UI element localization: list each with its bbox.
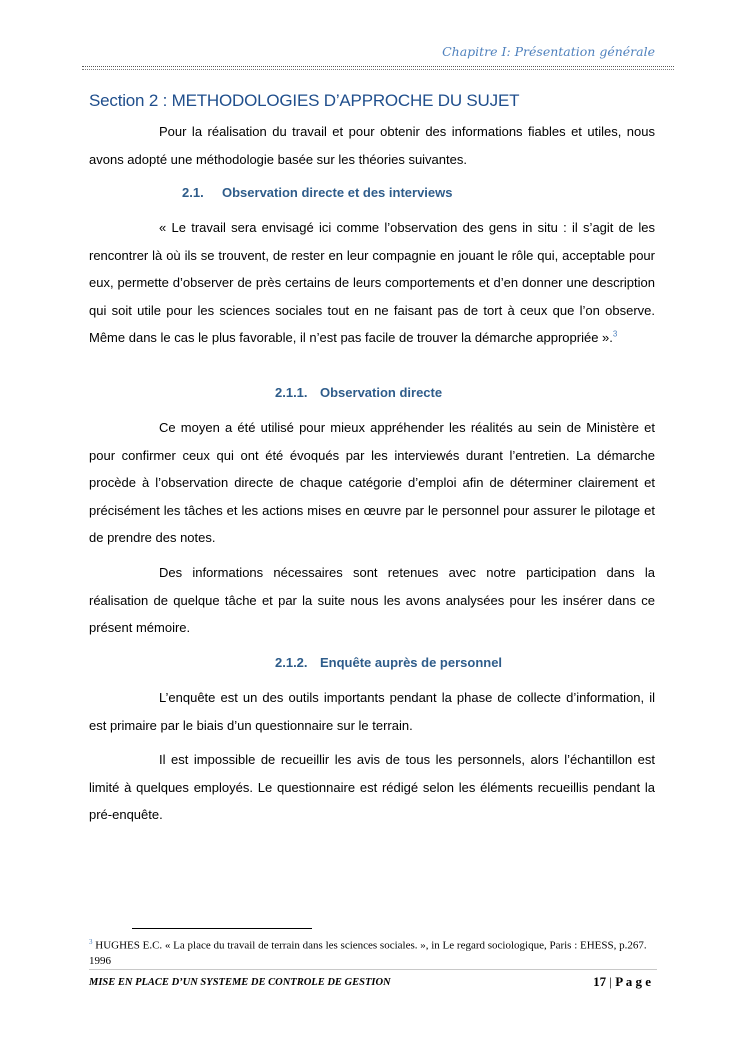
- footer-divider: [89, 969, 657, 970]
- heading-title: Enquête auprès de personnel: [320, 655, 503, 670]
- header-divider: [82, 66, 674, 67]
- footnote-reference[interactable]: 3: [612, 329, 618, 339]
- page-label: P a g e: [615, 974, 651, 989]
- observation-paragraph-1: Ce moyen a été utilisé pour mieux appréhender les réalités au sein de Ministère et pour confirmer ceux qui ont été évoqués par les interviewés durant l’entretien. La démarche procède à l’observation directe de chaque catégorie d’emploi afin de déterminer clairement et précisément les tâches et les actions mises en œuvre par le personnel pour assurer le pilotage et de prendre des notes.: [89, 420, 655, 545]
- observation-paragraph-2: Des informations nécessaires sont retenues avec notre participation dans la réalisation de quelque tâche et par la suite nous les avons analysées pour les insérer dans ce présent mémoire.: [89, 565, 655, 635]
- footer-document-title: MISE EN PLACE D’UN SYSTEME DE CONTROLE DE GESTION: [89, 977, 391, 988]
- quote-text: « Le travail sera envisagé ici comme l’observation des gens in situ : il s’agit de les rencontrer là où ils se trouvent, de rester en leur compagnie en jouant le rôle qui, acceptable pour eux, permette d’observer de près certains de leurs comportements et d’en donner une description qui soit utile pour les sciences sociales tout en ne faisant pas de tort à ceux que l’on observe. Même dans le cas le plus favorable, il n’est pas facile de trouver la démarche appropriée ».: [89, 220, 655, 345]
- page-separator: |: [609, 974, 612, 989]
- chapter-header: Chapitre I: Présentation générale: [442, 44, 655, 59]
- heading-title: Observation directe et des interviews: [222, 185, 453, 200]
- footnote-number: 3: [89, 938, 93, 946]
- heading-2-1: [182, 185, 452, 200]
- page-number: [593, 974, 651, 990]
- section-title: Section 2 : METHODOLOGIES D’APPROCHE DU SUJET: [89, 91, 520, 110]
- heading-number: 2.1.2.: [275, 655, 308, 670]
- quote-paragraph: [89, 214, 655, 352]
- heading-2-1-1: [275, 385, 442, 400]
- heading-number: 2.1.1.: [275, 385, 308, 400]
- page-number-value: 17: [593, 974, 607, 989]
- footnote-text: HUGHES E.C. « La place du travail de terrain dans les sciences sociales. », in Le regard sociologique, Paris : EHESS, p.267. 1996: [89, 939, 647, 967]
- heading-title: Observation directe: [320, 385, 443, 400]
- footnote: [89, 935, 655, 969]
- survey-paragraph-2: Il est impossible de recueillir les avis de tous les personnels, alors l’échantillon est limité à quelques employés. Le questionnaire est rédigé selon les éléments recueillis pendant la pré-enquête.: [89, 752, 655, 822]
- footnote-separator: [132, 928, 312, 929]
- heading-number: 2.1.: [182, 185, 204, 200]
- heading-2-1-2: [275, 655, 502, 670]
- intro-paragraph: Pour la réalisation du travail et pour obtenir des informations fiables et utiles, nous avons adopté une méthodologie basée sur les théories suivantes.: [89, 124, 655, 167]
- header-divider-secondary: [82, 69, 674, 70]
- survey-paragraph-1: L’enquête est un des outils importants pendant la phase de collecte d’information, il est primaire par le biais d’un questionnaire sur le terrain.: [89, 690, 655, 733]
